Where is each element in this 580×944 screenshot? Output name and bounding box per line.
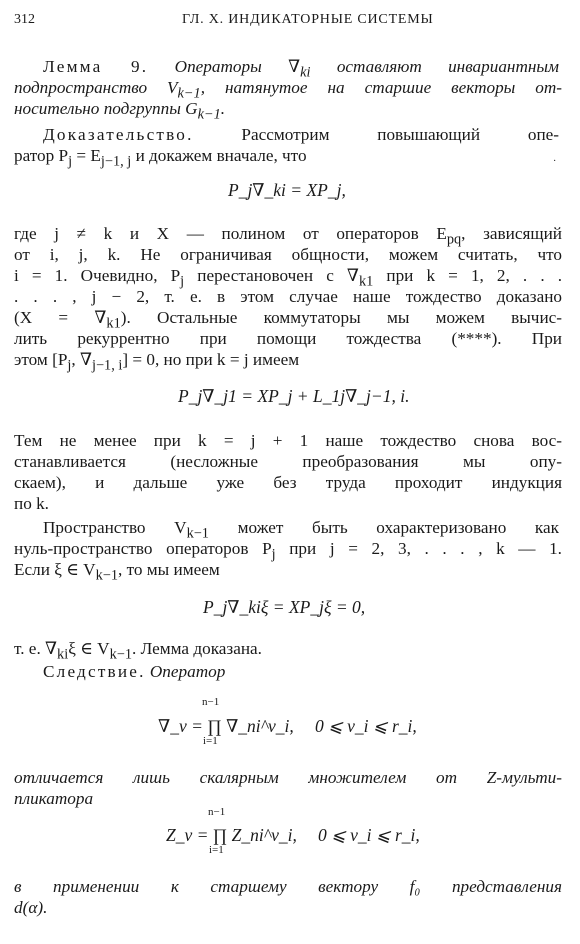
lemma-line-1: Лемма 9. Операторы $\nabla_{ki}$ оставляют инвариантным xyxy=(43,57,560,81)
proof-p2-line-7: этом [$P_j$, $\nabla_{j-1, i}] = 0$, но при k = j имеем xyxy=(14,350,300,374)
proof-p4-line-3: Если ξ ∈ $V_{k-1}$, то мы имеем xyxy=(14,560,220,584)
proof-p2-line-3: i = 1. Очевидно, $P_j$ перестановочен с $\nabla_{k1}$ при k = 1, 2, . . . xyxy=(14,266,563,290)
proof-label: Доказательство. xyxy=(43,125,194,144)
corollary-line-3: пликатора xyxy=(14,789,94,808)
proof-p2-line-2: от i, j, k. Не ограничивая общности, можем считать, что xyxy=(14,245,562,264)
proof-p2-line-1: где j ≠ k и X — полином от операторов $E_{pq}$, зависящий xyxy=(14,224,562,248)
equation-1: P_j∇_ki = XP_j, xyxy=(228,180,346,200)
proof-p3-line-3: скаем), и дальше уже без труда проходит индукция xyxy=(14,473,562,492)
equation-2: P_j∇_j1 = XP_j + L_1j∇_j−1, i. xyxy=(178,386,410,406)
proof-p2-line-4: . . . , j − 2, т. е. в этом случае наше тождество доказано xyxy=(14,287,562,306)
corollary-line-2: отличается лишь скалярным множителем от Z-мульти- xyxy=(14,768,562,787)
equation-3: P_j∇_kiξ = XP_jξ = 0, xyxy=(203,597,366,617)
proof-p2-line-5: $(X = \nabla_{k1})$. Остальные коммутаторы мы можем вычис- xyxy=(14,308,562,332)
book-page: 312 ГЛ. X. ИНДИКАТОРНЫЕ СИСТЕМЫ Лемма 9. Операторы $\nabla_{ki}$ оставляют инвариантным подпространство $V_{k-1}$, натянутое на старшие векторы от- носительно подгруппы $G_{k-1}$. Доказательство. Рассмотрим повышающий опе- ратор $P_j = E_{j-1, j}$ и докажем вначале, что · P_j∇_ki = XP_j, где j ≠ k и X — полином от операторов $E_{pq}$, зависящий от i, j, k. Не ограничивая общности, можем считать, что i = 1. Очевидно, $P_j$ перестановочен с $\nabla_{k1}$ при k = 1, 2, . . . . . . , j − 2, т. е. в этом случае наше тождество доказано $(X = \nabla_{k1})$. Остальные коммутаторы мы можем вычис- лить рекуррентно при помощи тождества (****). При этом [$P_j$, $\nabla_{j-1, i}] = 0$, но при k = j имеем P_j∇_j1 = XP_j + L_1j∇_j−1, i. Тем не менее при k = j + 1 наше тождество снова вос- станавливается (несложные преобразования мы опу- скаем), и дальше уже без труда проходит индукция по k. Пространство $V_{k-1}$ может быть охарактеризовано как нуль-пространство операторов $P_j$ при j = 2, 3, . . . , k — 1. Если ξ ∈ $V_{k-1}$, то мы имеем P_j∇_kiξ = XP_jξ = 0, т. е. $\nabla_{ki}\xi$ ∈ $V_{k-1}$. Лемма доказана. Следствие. Оператор n−1 i=1 ∇_ν = ∏ ∇_ni^ν_i, 0 ⩽ ν_i ⩽ r_i, отличается лишь скалярным множителем от Z-мульти- пликатора n−1 i=1 Z_ν = ∏ Z_ni^ν_i, 0 ⩽ ν_i ⩽ r_i, в применении к старшему вектору f₀ представления d(α). xyxy=(0,0,580,944)
lemma-line-3: носительно подгруппы $G_{k-1}$. xyxy=(14,99,226,123)
lemma-label: Лемма 9. xyxy=(43,57,149,76)
proof-p3-line-1: Тем не менее при k = j + 1 наше тождество снова вос- xyxy=(14,431,562,450)
corollary-line-4: в применении к старшему вектору f₀ представления xyxy=(14,877,562,896)
corollary-line-1: Следствие. Оператор xyxy=(43,662,226,681)
lemma-line-2: подпространство $V_{k-1}$, натянутое на старшие векторы от- xyxy=(14,78,562,102)
proof-p4-line-1: Пространство $V_{k-1}$ может быть охарактеризовано как xyxy=(43,518,559,542)
margin-mark: · xyxy=(553,156,557,167)
proof-line-2: ратор $P_j = E_{j-1, j}$ и докажем вначале, что xyxy=(14,146,307,170)
proof-p5-line: т. е. $\nabla_{ki}\xi$ ∈ $V_{k-1}$. Лемма доказана. xyxy=(14,639,262,663)
page-number: 312 xyxy=(14,12,35,27)
proof-p2-line-6: лить рекуррентно при помощи тождества (****). При xyxy=(14,329,562,348)
proof-p3-line-2: станавливается (несложные преобразования мы опу- xyxy=(14,452,562,471)
proof-line-1: Доказательство. Рассмотрим повышающий опе- xyxy=(43,125,559,144)
proof-p4-line-2: нуль-пространство операторов $P_j$ при j = 2, 3, . . . , k — 1. xyxy=(14,539,562,563)
corollary-label: Следствие. xyxy=(43,662,146,681)
running-title: ГЛ. X. ИНДИКАТОРНЫЕ СИСТЕМЫ xyxy=(182,12,434,27)
proof-p3-line-4: по k. xyxy=(14,494,49,513)
page-header xyxy=(14,12,566,32)
corollary-line-5: d(α). xyxy=(14,898,48,917)
